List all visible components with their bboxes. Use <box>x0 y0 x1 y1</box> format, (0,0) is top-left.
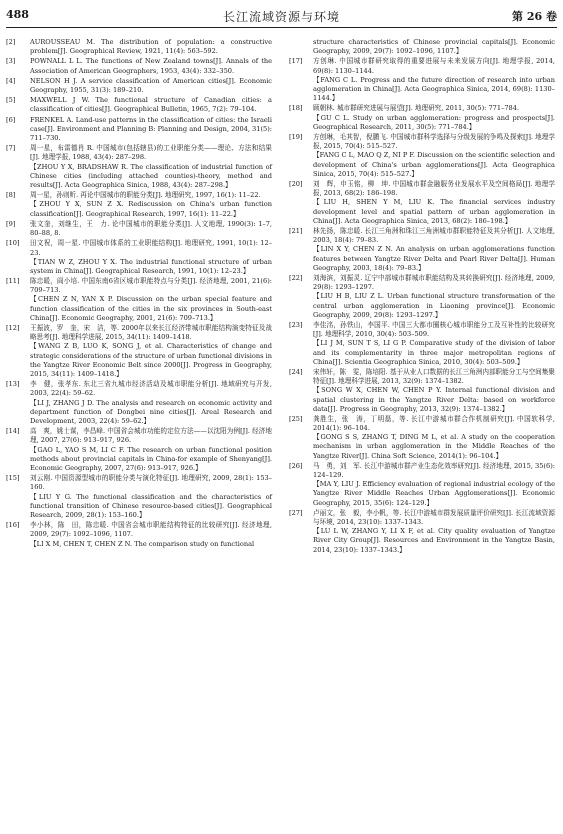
reference-translation: 【GONG S S, ZHANG T, DING M L, et al. A study on the cooperation mechanism in urban agglomeration in the Middle Reaches of the Yangtze River[J]. China Soft Science, 2014(1): 96–104.】 <box>313 433 555 460</box>
reference-translation: 【TIAN W Z, ZHOU Y X. The industrial functional structure of urban system in China[J]. Geographical Research, 1991, 10(1): 12–23.】 <box>30 257 272 275</box>
reference-text: 刘云刚. 中国资源型城市的职能分类与演化特征[J]. 地理研究, 2009, 28(1): 153–160. <box>30 474 272 492</box>
reference-number: [18] <box>289 104 303 113</box>
reference-translation: 【LIU H B, LIU Z L. Urban functional structure transformation of the central urban agglomeration in Liaoning province[J]. Economic Geography, 2009, 29(8): 1293–1297.】 <box>313 292 555 319</box>
reference-text: 龚胜生，张 涛，丁明磊，等. 长江中游城市群合作机制研究[J]. 中国软科学, 2014(1): 96–104. <box>313 414 555 433</box>
reference-entry <box>6 144 272 190</box>
reference-translation: 【LIU H, SHEN Y M, LIU K. The financial services industry development level and spatial pattern of urban agglomeration in China[J]. Acta Geographica Sinica, 2013, 68(2): 186–198.】 <box>313 198 555 225</box>
reference-text: NELSON H J. A service classification of American cities[J]. Economic Geography, 1955, 31(3): 189–210. <box>30 76 272 95</box>
reference-translation: 【LI J M, SUN T S, LI G P. Comparative study of the division of labor and its complementarity in three major metropolitan regions of China[J]. Scientia Geographica Sinica, 2010, 30(4): 503–509.】 <box>313 339 555 366</box>
reference-entry <box>6 38 272 56</box>
reference-number: [14] <box>6 427 20 436</box>
reference-text: AUROUSSEAU M. The distribution of population: a constructive problem[J]. Geographical Review, 1921, 11(4): 563–592. <box>30 38 272 56</box>
reference-text: 高 爽，姚士谋，李昌峰. 中国省会城市功能的定位方法——以沈阳为例[J]. 经济地理, 2007, 27(6): 913–917, 926. <box>30 427 272 445</box>
reference-entry <box>289 38 555 56</box>
reference-entry <box>289 274 555 320</box>
reference-number: [27] <box>289 508 303 517</box>
reference-text: 周一星，孙则昕. 再论中国城市的职能分类[J]. 地理研究, 1997, 16(1): 11–22. <box>30 191 261 200</box>
reference-number: [24] <box>289 367 303 376</box>
reference-number: [21] <box>289 226 303 235</box>
reference-number: [8] <box>6 191 16 200</box>
reference-entry <box>6 96 272 114</box>
reference-number: [26] <box>289 461 303 470</box>
reference-text: 田文祝，周一星. 中国城市体系的工业职能结构[J]. 地理研究, 1991, 10(1): 12–23. <box>30 239 272 257</box>
reference-number: [16] <box>6 521 20 530</box>
reference-translation: 【FANG C L, MAO Q Z, NI P F. Discussion on the scientific selection and development of China's urban agglomerations[J]. Acta Geographica Sinica, 2015, 70(4): 515–527.】 <box>313 151 555 178</box>
reference-text: 李小林，陈 田，陈忠暖. 中国省会城市职能结构特征的比较研究[J]. 经济地理, 2009, 29(7): 1092–1096, 1107. <box>30 521 272 539</box>
reference-entry <box>6 521 272 549</box>
reference-text: 李 健，张孝东. 东北三省九城市经济活动及城市职能分析[J]. 地域研究与开发, 2003, 22(4): 59–62. <box>30 380 272 398</box>
reference-entry <box>289 509 555 555</box>
reference-translation: 【FANG C L. Progress and the future direction of research into urban agglomeration in China[J]. Acta Geographica Sinica, 2014, 69(8): 1130–1144.】 <box>313 75 555 103</box>
reference-translation: 【CHEN Z N, YAN X P. Discussion on the urban special feature and function classification of the cities in the six provinces in South-east China[J]. Economic Geography, 2001, 21(6): 709–713.】 <box>30 295 272 322</box>
reference-number: [3] <box>6 57 16 66</box>
reference-number: [11] <box>6 277 20 286</box>
reference-text: 李佳洺，孙铁山，李国平. 中国三大都市圈核心城市职能分工及互补性的比较研究[J]. 地理科学, 2010, 30(4): 503–509. <box>313 320 555 339</box>
reference-entry <box>6 116 272 144</box>
reference-text: POWNALL L L. The functions of New Zealand towns[J]. Annals of the Association of American Geographers, 1953, 43(4): 332–350. <box>30 57 272 75</box>
reference-number: [25] <box>289 414 303 423</box>
header-rule <box>6 27 557 28</box>
reference-entry <box>6 427 272 473</box>
reference-text: 顾朝林. 城市群研究进展与展望[J]. 地理研究, 2011, 30(5): 771–784. <box>313 104 520 113</box>
reference-translation: 【LI X M, CHEN T, CHEN Z N. The comparison study on functional <box>30 539 255 548</box>
reference-entry <box>6 220 272 238</box>
page-number: 488 <box>6 8 29 21</box>
page-header <box>6 8 557 24</box>
reference-number: [13] <box>6 380 20 389</box>
reference-entry <box>289 462 555 508</box>
references-right-column <box>289 38 555 556</box>
reference-translation: 【GAO L, YAO S M, LI C F. The research on urban functional position methods about provincial capitals in China-for example of Shenyang[J]. Economic Geography, 2007, 27(6): 913–917, 926.】 <box>30 445 272 472</box>
reference-entry <box>6 324 272 379</box>
references-left-column <box>6 38 272 550</box>
reference-entry <box>289 104 555 132</box>
reference-number: [7] <box>6 144 16 153</box>
reference-text: 马 勇，刘 军. 长江中游城市群产业生态化效率研究[J]. 经济地理, 2015, 35(6): 124–129. <box>313 461 555 480</box>
reference-text: 王振波，罗 奎，宋 洁，等. 2000年以来长江经济带城市职能结构演变特征及战略思考[J]. 地理科学进展, 2015, 34(11): 1409–1418. <box>30 324 272 342</box>
reference-translation: 【SONG W X, CHEN W, CHEN P Y. Internal functional division and spatial clustering in the Yangtze River Delta: based on workforce data[J]. Progress in Geography, 2013, 32(9): 1374–1382.】 <box>313 386 555 413</box>
reference-entry <box>6 474 272 520</box>
reference-entry <box>6 191 272 219</box>
reference-translation: 【LIN X Y, CHEN Z N. An analysis on urban agglomerations function features between Yangtze River Delta and Pearl River Delta[J]. Human Geography, 2003, 18(4): 79–83.】 <box>313 245 555 272</box>
volume-label: 第 26 卷 <box>512 10 557 23</box>
reference-entry <box>6 77 272 95</box>
journal-title: 长江流域资源与环境 <box>222 10 340 24</box>
reference-entry <box>289 321 555 367</box>
reference-number: [20] <box>289 180 303 188</box>
reference-translation: 【LI J, ZHANG J D. The analysis and research on economic activity and department function of Dongbei nine cities[J]. Areal Research and Development, 2003, 22(4): 59–62.】 <box>30 398 272 426</box>
reference-text: 陈忠暖，阎小培. 中国东南6省区城市职能特点与分类[J]. 经济地理, 2001, 21(6): 709–713. <box>30 277 272 295</box>
reference-entry <box>6 380 272 426</box>
reference-entry <box>6 57 272 75</box>
reference-number: [19] <box>289 133 303 142</box>
reference-text: 周一星，布雷德肖 R. 中国城市(包括辖县)的工业职能分类——理论、方法和结果[J]. 地理学报, 1988, 43(4): 287–298. <box>30 144 272 162</box>
reference-number: [12] <box>6 324 20 333</box>
reference-translation: 【MA Y, LIU J. Efficiency evaluation of regional industrial ecology of the Yangtze River Middle Reaches Urban Agglomerations[J]. Economic Geography, 2015, 35(6): 124–129.】 <box>313 480 555 507</box>
reference-number: [9] <box>6 219 16 228</box>
reference-number: [22] <box>289 273 303 282</box>
reference-text: 林先扬，陈忠暖. 长江三角洲和珠江三角洲城市群职能特征及其分析[J]. 人文地理, 2003, 18(4): 79–83. <box>313 226 555 245</box>
reference-text: 刘 辉，申玉铭，柳 坤. 中国城市群金融服务业发展水平及空间格局[J]. 地理学报, 2013, 68(2): 186–198. <box>313 180 555 198</box>
reference-text: 张文奎，刘继生，王 力. 论中国城市的职能分类[J]. 人文地理, 1990(3): 1–7, 80–88, 8. <box>30 219 272 238</box>
reference-translation: 【WANG Z B, LUO K, SONG J, et al. Characteristics of change and strategic considerations of the structure of urban functional divisions in the Yangtze River Economic Belt since 2000[J]. Progress in Geography, 2015, 34(11): 1409–1418.】 <box>30 342 272 379</box>
reference-entry <box>6 277 272 323</box>
reference-text: 刘海滨，刘振灵. 辽宁中部城市群城市职能结构及其转换研究[J]. 经济地理, 2009, 29(8): 1293–1297. <box>313 273 555 292</box>
reference-translation: 【GU C L. Study on urban agglomeration: progress and prospects[J]. Geographical Research, 2011, 30(5): 771–784.】 <box>313 113 555 131</box>
reference-number: [17] <box>289 57 303 66</box>
reference-text: MAXWELL J W. The functional structure of Canadian cities: a classification of cities[J]. Geographical Bulletin, 1965, 7(2): 79–104. <box>30 96 272 114</box>
reference-text: FRENKEL A. Land-use patterns in the classification of cities: the Israeli case[J]. Environment and Planning B: Planning and Design, 2004, 31(5): 711–730. <box>30 115 273 143</box>
reference-number: [2] <box>6 38 16 46</box>
reference-entry <box>289 227 555 273</box>
reference-text: 宋伟轩，陈 雯，陈培阳. 基于从业人口数据的长江三角洲内部职能分工与空间集聚特征[J]. 地理科学进展, 2013, 32(9): 1374–1382. <box>313 367 555 386</box>
reference-entry <box>289 180 555 226</box>
reference-text: 卢丽文，张 毅，李小帆，等. 长江中游城市群发展质量评价研究[J]. 长江流域资源与环境, 2014, 23(10): 1337–1343. <box>313 508 555 527</box>
reference-entry <box>289 133 555 179</box>
reference-number: [23] <box>289 320 303 329</box>
reference-number: [5] <box>6 96 16 105</box>
reference-entry <box>289 415 555 461</box>
reference-translation: 【ZHOU Y X, BRADSHAW R. The classification of industrial function of Chinese cities (including attached counties)-theory, method and results[J]. Acta Geographica Sinica, 1988, 43(4): 287–298.】 <box>30 162 272 190</box>
reference-number: [6] <box>6 115 16 124</box>
reference-entry <box>289 57 555 103</box>
reference-entry <box>289 368 555 414</box>
reference-entry <box>6 239 272 276</box>
reference-text: structure characteristics of Chinese provincial capitals[J]. Economic Geography, 2009, 29(7): 1092–1096, 1107.】 <box>313 38 555 56</box>
reference-translation: 【ZHOU Y X, SUN Z X. Rediscussion on China's urban function classification[J]. Geographical Research, 1997, 16(1): 11–22.】 <box>30 200 272 218</box>
reference-number: [10] <box>6 239 20 248</box>
reference-number: [15] <box>6 474 20 483</box>
reference-translation: 【LU L W, ZHANG Y, LI X F, et al. City quality evaluation of Yangtze River City Group[J]. Resources and Environment in the Yangtze Basin, 2014, 23(10): 1337–1343.】 <box>313 527 555 554</box>
reference-translation: 【LIU Y G. The functional classification and the characteristics of functional transition of Chinese resource-based cities[J]. Geographical Research, 2009, 28(1): 153–160.】 <box>30 492 272 519</box>
reference-text: 方创琳. 中国城市群研究取得的重要进展与未来发展方向[J]. 地理学报, 2014, 69(8): 1130–1144. <box>313 57 555 75</box>
reference-text: 方创琳，毛其智，倪鹏飞. 中国城市群科学选择与分级发展的争鸣及探索[J]. 地理学报, 2015, 70(4): 515–527. <box>313 133 555 151</box>
reference-number: [4] <box>6 76 16 85</box>
